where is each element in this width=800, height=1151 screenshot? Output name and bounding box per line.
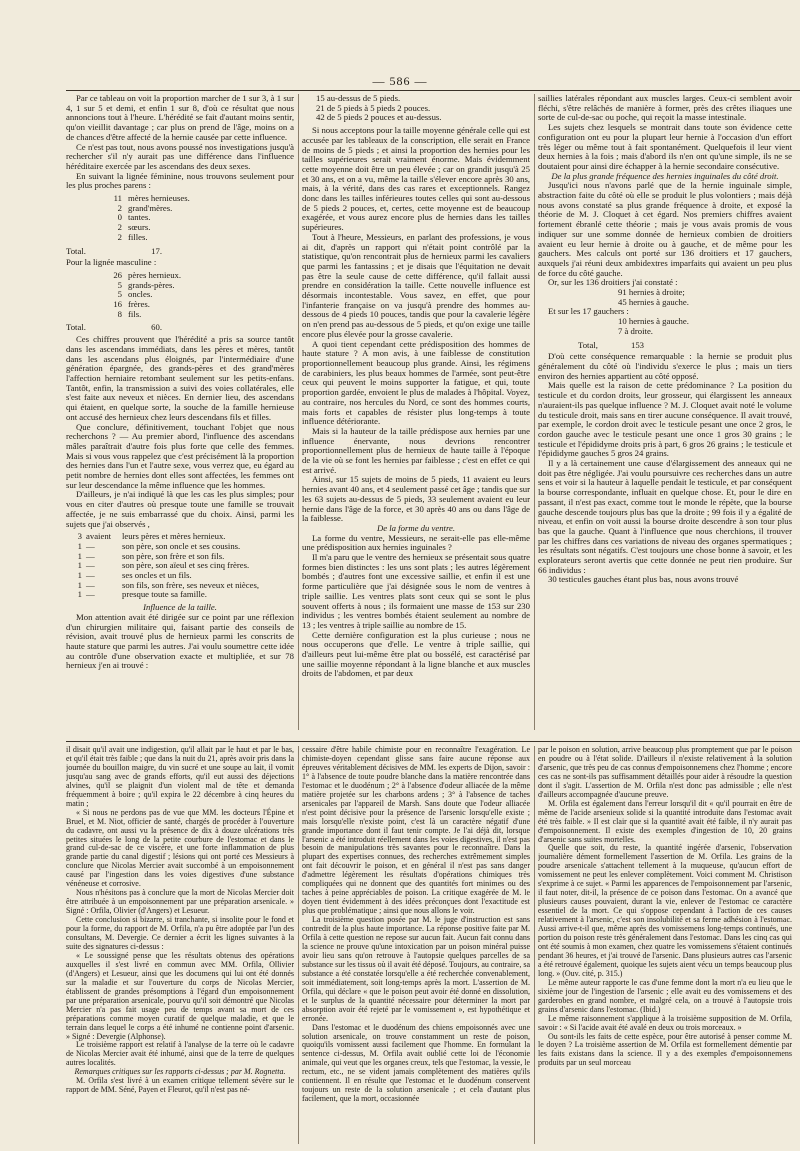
header-rule: [66, 90, 800, 91]
section-heading: Influence de la taille.: [143, 602, 217, 613]
list-item: 15 au-dessus de 5 pieds.: [316, 94, 401, 103]
paragraph: D'où cette conséquence remarquable : la hernie se produit plus généralement du côté où l'individu s'exerce le plus ; mais un tiers environ des hernies appartient au côté opposé.: [538, 351, 792, 381]
paragraph: A quoi tient cependant cette prédisposition des hommes de haute stature ? A mon avis, à une faiblesse de constitution proportionnellement beaucoup plus grande. Ainsi, les régimens de carabiniers, les plus beaux hommes de l'armée, sont peut-être ceux qui peuvent le moins supporter la fatigue, et qui, toute proportion gardée, envoient le plus de malades à l'hôpital. Voyez, au contraire, nos hercules du Nord, ce sont des hommes courts, mais forts et capables de résister plus long-temps à toute influence détériorante.: [302, 338, 530, 427]
families-list: [66, 532, 294, 600]
paragraph: Pour la lignée masculine :: [66, 257, 157, 268]
page-number: — 586 —: [372, 74, 428, 88]
paragraph: saillies latérales répondant aux muscles larges. Ceux-ci semblent avoir fléchi, s'être relâchés de manière à former, près des crêtes iliaques une sorte de cul-de-sac ou poche, qui reçoit la masse intestinale.: [538, 94, 792, 123]
column-divider: [298, 94, 299, 730]
paragraph: « Le soussigné pense que les résultats obtenus des opérations auxquelles il s'est livré en commun avec MM. Orfila, Ollivier (d'Angers) et Lesueur, ainsi que les documens qui lui ont été donnés sur la maladie et sur l'ouverture du corps de Nicolas Mercier, établissent de grandes présomptions à l'égard d'un empoisonnement par une préparation arsenicale, pourvu qu'il soit démontré que Nicolas Mercier n'a pas fait usage peu de temps avant sa mort de ces préparations comme moyen curatif de quelque maladie, et que le terrain dans lequel le corps a été inhumé ne contienne point d'arsenic. » Signé : Devergie (Alphonse).: [66, 950, 294, 1041]
list-item: 91 hernies à droite;: [618, 287, 685, 298]
column-divider: [534, 746, 535, 1144]
column-divider: [298, 746, 299, 1144]
list-item: 1 — presque toute sa famille.: [77, 589, 207, 600]
total-row: Total. 60.: [66, 322, 162, 333]
paragraph: 30 testicules gauches étant plus bas, nous avons trouvé: [548, 574, 739, 585]
list-item: 5 grands-pères.: [117, 279, 175, 290]
feminine-lineage-list: [66, 194, 294, 243]
list-item: 5 oncles.: [117, 289, 153, 300]
paragraph: Ou sont-ils les faits de cette espèce, pour être autorisé à penser comme M. le doyen ? La troisième assertion de M. Orfila est formellement démentie par les faits existans dans la science. Il y a des exemples d'empoisonnemens produits par un seul morceau: [538, 1031, 792, 1068]
paragraph: Il m'a paru que le ventre des hernieux se présentait sous quatre formes bien distinctes : les uns sont plats ; les autres légèrement bombés ; d'autres font une excessive saillie, et enfin il est une forme particulière que j'ai désignée sous le nom de ventres à triple saillie. Les ventres plats sont ceux qui se sont le plus souvent offerts à nous ; ils formaient une masse de 153 sur 230 individus ; les ventres bombés étaient seulement au nombre de 13 ; les ventres à triple saillie au nombre de 15.: [302, 552, 530, 630]
list-item: 1 — son père, son aïeul et ses cinq frères.: [77, 560, 250, 571]
list-item: 10 hernies à gauche.: [618, 316, 689, 327]
total-row: Total, 153: [578, 339, 644, 350]
lower-column-1: [66, 746, 294, 1144]
paragraph: Cette conclusion si bizarre, si tranchante, si insolite pour le fond et pour la forme, du rapport de M. Orfila, n'a pu être adoptée par l'un des consultans, M. Devergie. Ce dernier a écrit les lignes suivantes à la suite des signatures ci-dessus :: [66, 915, 294, 951]
paragraph: Or, sur les 136 droitiers j'ai constaté :: [548, 277, 678, 288]
paragraph: Ainsi, sur 15 sujets de moins de 5 pieds, 11 avaient eu leurs hernies avant 40 ans, et 4 seulement passé cet âge ; tandis que sur les 63 sujets au-dessus de 5 pieds, 33 seulement avaient eu leur hernie dans l'âge de la force, et 30 après 40 ans ou dans l'âge de la faiblesse.: [302, 474, 530, 524]
paragraph: Si nous acceptons pour la taille moyenne générale celle qui est accusée par les tableaux de la conscription, elle serait en France de moins de 5 pieds ; et ainsi la proportion des hernies pour les tailles supérieures serait vraiment énorme. Mais évidemment cette moyenne doit être un peu élevée ; car on grandit jusqu'à 25 et 30 ans, et on a vu, même la taille s'élever encore après 30 ans, mais, à la vérité, dans des cas rares et exceptionnels. Rangez donc dans les tailles inférieures toutes celles qui sont au-dessous de 5 pieds 2 pouces, et, certes, cette moyenne est de beaucoup exagérée, et vous aurez encore plus de hernies dans les tailles supérieures.: [302, 125, 530, 233]
list-item: 16 frères.: [113, 299, 150, 310]
paragraph: Par ce tableau on voit la proportion marcher de 1 sur 3, à 1 sur 4, 1 sur 5 et demi, et enfin 1 sur 8, d'où ce résultat que nous annoncions tout à l'heure. L'hérédité se fait d'autant moins sentir, qu'on vieillit davantage ; car plus on prend de l'âge, moins on a de chances d'être affecté de la hernie causée par cette influence.: [66, 94, 294, 142]
list-item: 21 de 5 pieds à 5 pieds 2 pouces.: [316, 102, 431, 113]
paragraph: Mais quelle est la raison de cette prédominance ? La position du testicule et du cordon droits, leur grosseur, qui élargissent les anneaux n'auraient-ils pas quelque influence ? M. J. Cloquet avait noté le volume du testicule droit, mais sans en tirer aucune conséquence. Il avait trouvé, par exemple, le cordon droit avec le testicule pesant une once 2 gros, le cordon gauche avec le testicule pesant une once 1 gros 30 grains ; le testicule et l'épididyme droits pris à part, 6 gros 26 grains ; le testicule et l'épididyme gauches 5 gros 24 grains.: [538, 380, 792, 459]
paragraph: « Si nous ne perdons pas de vue que MM. les docteurs l'Épine et Bruel, et M. Niot, officier de santé, chargés de procéder à l'ouverture du cadavre, ont aussi vu la présence de dix à douze ulcérations très petites situées le long de la petite courbure de l'estomac et dans le grand cul-de-sac de ce viscère, et une forte inflammation de plus grande partie du canal digestif ; lésions qui ont porté ces Messieurs à conclure que Nicolas Mercier avait succombé à un empoisonnement causé par l'ingestion dans les voies digestives d'une substance vénéneuse et corrosive.: [66, 807, 294, 889]
paragraph: Le troisième rapport est relatif à l'analyse de la terre où le cadavre de Nicolas Mercier avait été inhumé, ainsi que de la terre de quelques autres localités.: [66, 1040, 294, 1068]
paragraph: Quelle que soit, du reste, la quantité ingérée d'arsenic, l'observation journalière dément formellement l'assertion de M. Orfila. Les grains de la poudre arsenicale s'attachent tellement à la muqueuse, qu'aucun effort de vomissement ne peut les enlever complètement. Voici comment M. Christison s'exprime à ce sujet. « Parmi les apparences de l'empoisonnement par l'arsenic, il faut noter, dit-il, la présence de ce poison dans l'estomac. On a avancé que plusieurs causes pouvaient, durant la vie, enlever de l'estomac ce caractère essentiel de la mort. Ce qui s'oppose cependant à l'action de ces causes relativement à l'arsenic, c'est son insolubilité et sa ferme adhésion à l'estomac. Aussi arrive-t-il que, même après des vomissemens long-temps continués, une portion du poison reste très généralement dans l'estomac. Dans les cinq cas qui ont été soumis à mon examen, chez quatre les vomissemens s'étaient continués pendant 36 heures, et j'ai trouvé de l'arsenic. Dans plusieurs autres cas l'arsenic a été retrouvé également, quoique les sujets aient vécu un temps beaucoup plus long. » (Ouv. cité, p. 315.): [538, 843, 792, 978]
paragraph: Ces chiffres prouvent que l'hérédité a pris sa source tantôt dans les ascendans immédiats, dans les pères et mères, tantôt dans les ascendans plus éloignés, par l'intermédiaire d'une génération épargnée, des grands-pères et des grand'mères l'affection herniaire retombant seulement sur les petits-enfans. Tantôt, enfin, la transmission a suivi des voies collatérales, elle s'est faite aux neveux et nièces. En dernier lieu, des ascendans qui étaient, en quelque sorte, la souche de la famille hernieuse ont accusé des hernieux chez leurs descendans fils et filles.: [66, 334, 294, 422]
list-item: 42 de 5 pieds 2 pouces et au-dessus.: [316, 112, 442, 123]
lower-column-3: [538, 746, 792, 1144]
section-heading: Remarques critiques sur les rapports ci-dessus ; par M. Rognetta.: [74, 1067, 286, 1077]
paragraph: cessaire d'être habile chimiste pour en reconnaître l'exagération. Le chimiste-doyen cependant glisse sans faire aucune réponse aux épreuves véritablement décisives de MM. les experts de Dijon, savoir : 1° à l'absence de toute poudre blanche dans la matière rencontrée dans l'estomac et le duodénum ; 2° à l'absence d'odeur alliacée de la même matière projetée sur les charbons ardens ; 3° à l'absence de taches arsenicales par l'appareil de Marsh. Sans doute que l'odeur alliacée n'est point décisive pour la présence de l'arsenic lorsqu'elle existe ; mais lorsqu'elle n'existe point, c'est là un caractère négatif d'une grande importance dont il faut tenir compte. Je l'ai déjà dit, lorsque l'arsenic a été introduit réellement dans les voies digestives, il n'est pas besoin de manipulations très savantes pour le reconnaître. Dans la plupart des expertises connues, des recherches extrêmement simples ont fait découvrir le poison, et en général il n'est pas sans danger d'admettre légèrement les résultats d'opérations chimiques très compliquées qui ne donnent que des quantités fort minimes ou des taches à peine appréciables de poison. La critique exagérée de M. le doyen tient évidemment à des idées préconçues dont l'exactitude est plus que problématique ; ainsi que nous allons le voir.: [302, 746, 530, 916]
paragraph: D'ailleurs, je n'ai indiqué là que les cas les plus simples; pour vous en citer d'autres où presque toute une famille se trouvait affectée, je ne suis embarrassé que du choix. Ainsi, parmi les sujets que j'ai observés ,: [66, 489, 294, 529]
list-item: 0 tantes.: [117, 212, 151, 223]
paragraph: La troisième question posée par M. le juge d'instruction est sans contredit de la plus haute importance. La réponse positive faite par M. Orfila à cette question ne repose sur aucun fait. Aucun fait connu dans la science ne prouve qu'une intoxication par un poison minéral puisse avoir lieu sans qu'on retrouve à l'autopsie quelques parcelles de sa substance sur les tissus où il avait été déposé. Toujours, au contraire, sa substance a été constatée lorsqu'elle a été recherchée convenablement, soit immédiatement, soit long-temps après la mort. L'assertion de M. Orfila, qui déclare « que le poison peut avoir été donné en dissolution, et le surplus de la quantité nécessaire pour déterminer la mort par absorption avoir été rejeté par le vomissement », est hypothétique et erronée.: [302, 915, 530, 1023]
paragraph: La forme du ventre, Messieurs, ne serait-elle pas elle-même une prédisposition aux hernies inguinales ?: [302, 532, 530, 553]
paragraph: Nous n'hésitons pas à conclure que la mort de Nicolas Mercier doit être attribuée à un empoisonnement par une préparation arsenicale. » Signé : Orfila, Olivier (d'Angers) et Lesueur.: [66, 888, 294, 916]
paragraph: M. Orfila est également dans l'erreur lorsqu'il dit « qu'il pourrait en être de même de l'acide arsenieux solide si la quantité introduite dans l'estomac avait été très faible. » Il est clair que si la quantité avait été faible, il n'y aurait pas d'empoisonnement. Il existe des exemples d'ingestion de 10, 20 grains d'arsenic sans suites mortelles.: [538, 798, 792, 844]
lower-column-2: [302, 746, 530, 1144]
column-1: [66, 94, 294, 730]
list-item: 45 hernies à gauche.: [618, 296, 689, 307]
section-rule: [66, 741, 800, 742]
list-item: 7 à droite.: [618, 325, 653, 336]
list-item: 2 sœurs.: [117, 222, 151, 233]
list-item: 26 pères hernieux.: [113, 269, 182, 280]
paragraph: Cette dernière configuration est la plus curieuse ; nous ne nous occuperons que d'elle. Le ventre à triple saillie, qui d'ailleurs peut lui-même être plat ou bossélé, est caractérisé par une saillie moyenne répondant à la ligne blanche et aux muscles droits de l'abdomen, et par deux: [302, 629, 530, 679]
paragraph: Les sujets chez lesquels se montrait dans toute son évidence cette configuration ont eu pour la plupart leur hernie à l'occasion d'un effort très léger ou même tout à fait spontanément. Quelquefois il leur vient deux hernies à la fois ; mais d'abord ils n'en ont qu'une simple, ils ne se doutaient pour ainsi dire échapper à la hernie secondaire consécutive.: [538, 122, 792, 171]
paragraph: Et sur les 17 gauchers :: [548, 306, 629, 317]
paragraph: Mais si la hauteur de la taille prédispose aux hernies par une influence énervante, nous devrions rencontrer proportionnellement plus de hernieux de haute taille à l'époque de la vie où se font les hernies par faiblesse ; c'est en effet ce qui est arrivé.: [302, 425, 530, 475]
list-item: 8 fils.: [117, 308, 142, 319]
list-item: 3 avaient leurs pères et mères hernieux.: [77, 531, 226, 542]
paragraph: par le poison en solution, arrive beaucoup plus promptement que par le poison en poudre ou à l'état solide. D'ailleurs il n'existe relativement à la solution d'arsenic, que très peu de cas connus d'empoisonnemens chez l'homme ; encore ces cas ne sont-ils pas suffisamment détaillés pour aider à résoudre la question dont il s'agit. L'assertion de M. Orfila n'est donc pas admissible ; elle n'est d'ailleurs accompagnée d'aucune preuve.: [538, 746, 792, 799]
column-divider: [534, 94, 535, 730]
column-3: [538, 94, 792, 730]
paragraph: Dans l'estomac et le duodénum des chiens empoisonnés avec une solution arsenicale, on trouve constamment un reste de poison, quoiqu'ils vomissent aussi facilement que l'homme. En formulant la sentence ci-dessus, M. Orfila avait oublié cette loi de l'économie animale, qui veut que les organes creux, tels que l'estomac, la vessie, le rectum, etc., ne se vident jamais complètement des matières qu'ils contiennent. Il en résulte que l'estomac et le duodénum conservent toujours un reste de la solution arsenicale ; et cela d'autant plus facilement, que la mort, occasionnée: [302, 1022, 530, 1104]
list-item: 1 — son fils, son frère, ses neveux et nièces,: [77, 579, 260, 590]
section-heading: De la plus grande fréquence des hernies inguinales du côté droit.: [551, 170, 779, 181]
paragraph: il disait qu'il avait une indigestion, qu'il allait par le haut et par le bas, et qu'il était très faible ; que dans la nuit du 21, après avoir pris dans la journée du bouillon maigre, du vin sucré et une soupe au lait, il vomit jusqu'au sang avec de grands efforts, qu'il eut aussi des déjections alvines, qu'il se plaignit d'un violent mal de tête et demanda fréquemment à boire ; qu'il expira le 22 décembre à cinq heures du matin ;: [66, 746, 294, 808]
masculine-lineage-list: [66, 271, 294, 320]
list-item: 2 grand'mères.: [117, 202, 173, 213]
total-row: Total. 17.: [66, 245, 162, 256]
paragraph: En suivant la lignée féminine, nous trouvons seulement pour les plus proches parens :: [66, 170, 294, 191]
paragraph: Que conclure, définitivement, touchant l'objet que nous recherchons ? — Au premier abord, l'influence des ascendans mâles paraîtrait d'autre fois plus forte que celle des femmes. Mais si vous vous rappelez que c'est précisément là la proportion des hernies dans l'un et l'autre sexe, vous verrez que, eu égard au petit nombre de hernies dont elles sont affectées, les femmes ont sur leur descendance la même influence que les hommes.: [66, 421, 294, 490]
paragraph: Tout à l'heure, Messieurs, en parlant des professions, je vous ai dit, d'après un rapport qui n'était point contrôlé par la statistique, qu'on rencontrait plus de hernieux parmi les cavaliers que parmi les fantassins ; et je disais que l'équitation ne devait pas être la seule cause de cette différence, qu'il fallait aussi prendre en considération la taille. Cette nouvelle influence est désormais incontestable. Vous savez, en effet, que pour l'infanterie française on va jusqu'à prendre des hommes au-dessous de 4 pieds 10 pouces, tandis que pour la cavalerie légère on n'en prend pas au-dessous de 5 pieds, et qu'on exige une taille encore plus élevée pour la grosse cavalerie.: [302, 231, 530, 339]
paragraph: M. Orfila s'est livré à un examen critique tellement sévère sur le rapport de MM. Séné, Payen et Fleurot, qu'il n'est pas né-: [66, 1076, 294, 1095]
list-item: 1 — ses oncles et un fils.: [77, 570, 192, 581]
section-heading: De la forme du ventre.: [376, 522, 456, 533]
column-2: [302, 94, 530, 730]
list-item: 11 mères hernieuses.: [113, 193, 190, 204]
list-item: 1 — son père, son frère et son fils.: [77, 550, 225, 561]
paragraph: Jusqu'ici nous n'avons parlé que de la hernie inguinale simple, abstraction faite du côté où elle se produit le plus volontiers ; mais déjà nous avons constaté sa plus grande fréquence à droite, et exposé la théorie de M. J. Cloquet à cet égard. Nos premiers chiffres avaient fortement ébranlé cette théorie ; mais je vous avais promis de vous indiquer sur une somme donnée de hernieux combien de droitiers avaient eu leur hernie à droite ou à gauche, et de même pour les gauchers. Mes calculs ont porté sur 136 droitiers et 17 gauchers, auxquels j'ai réuni deux ambidextres imparfaits qui avaient un peu plus de force du côté gauche.: [538, 180, 792, 278]
list-item: 1 — son père, son oncle et ses cousins.: [77, 540, 241, 551]
list-item: 2 filles.: [117, 231, 148, 242]
paragraph: Il y a là certainement une cause d'élargissement des anneaux qui ne doit pas être négligée. J'ai voulu poursuivre ces recherches dans un autre sens et voir si la hauteur à laquelle pendait le testicule, et par conséquent la bourse correspondante, influait en quelque chose. Et, pour le dire en passant, il n'est pas exact, comme tout le monde le répète, que la bourse gauche descende toujours plus bas que la droite ; 99 fois il y a égalité de niveau, et enfin on voit aussi la bourse droite descendre à son tour plus bas que la gauche. Quant à l'influence que nous cherchions, il trouver par les chiffres dans ces variations de niveau des organes spermatiques ; les résultats sont négatifs. C'est toujours une chose bonne à savoir, et les explorateurs seront avertis que cette donnée ne peut rien produire. Sur 66 individus :: [538, 458, 792, 575]
paragraph: Le même raisonnement s'applique à la troisième supposition de M. Orfila, savoir : « Si l'acide avait été avalé en deux ou trois morceaux. »: [538, 1013, 792, 1032]
paragraph: Mon attention avait été dirigée sur ce point par une réflexion d'un chirurgien militaire qui, faisant partie des conseils de révision, avait trouvé plus de hernieux parmi les conscrits de haute stature que parmi les autres. J'ai voulu soumettre cette idée au contrôle d'une observation exacte et multipliée, et sur 78 hernieux j'en ai trouvé :: [66, 611, 294, 671]
paragraph: Ce n'est pas tout, nous avons poussé nos investigations jusqu'à rechercher s'il n'y aurait pas une différence dans l'influence héréditaire exercée par les ascendans des deux sexes.: [66, 141, 294, 171]
paragraph: Le même auteur rapporte le cas d'une femme dont la mort n'a eu lieu que le sixième jour de l'ingestion de l'arsenic ; elle avait eu des vomissemens et des garderobes en grand nombre, et malgré cela, on a trouvé à l'autopsie trois grains d'arsenic dans l'estomac. (Ibid.): [538, 977, 792, 1014]
